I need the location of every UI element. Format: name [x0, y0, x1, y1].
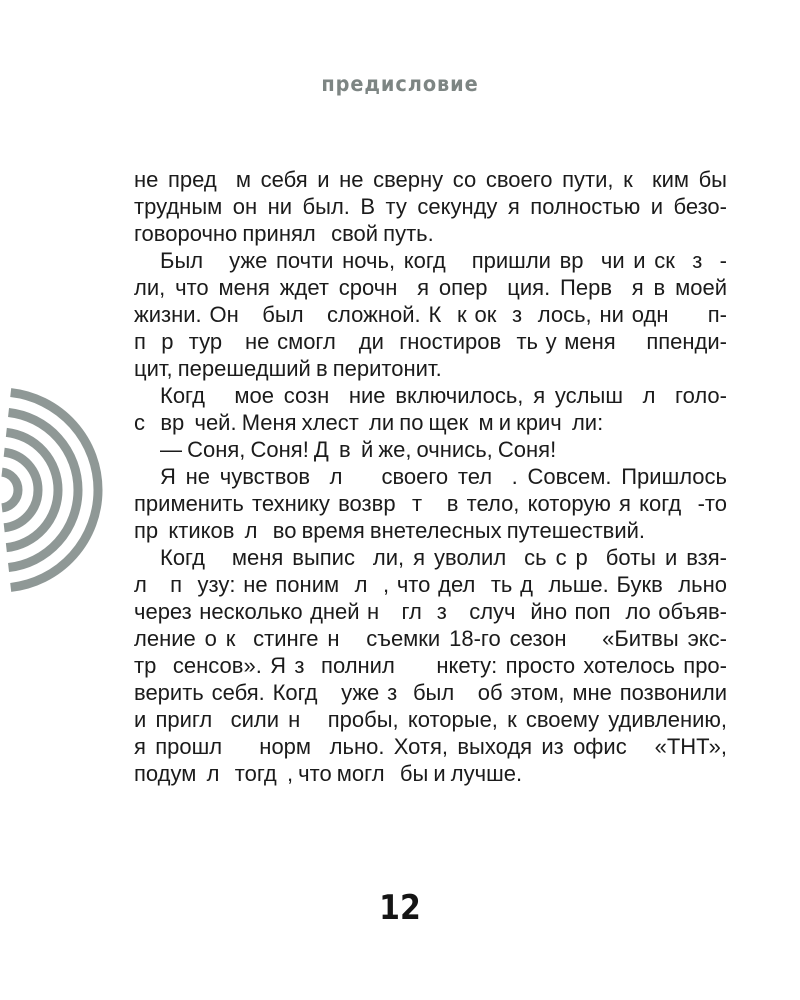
text-line: верить себя. Когд уже з был об этом, мне позвонили — [134, 680, 727, 705]
text-line: Был уже почти ночь, когд пришли вр чи и ск з - — [160, 248, 727, 273]
text-line: не пред м себя и не сверну со своего пути, к ким бы — [134, 167, 727, 192]
text-line: пр ктиков л во время внетелесных путешествий. — [134, 518, 646, 543]
text-line: и пригл сили н пробы, которые, к своему удивлению, — [134, 707, 727, 732]
body-text — [134, 166, 727, 787]
text-line: трудным он ни был. В ту секунду я полностью и безо- — [134, 194, 727, 219]
text-line: ли, что меня ждет срочн я опер ция. Перв я в моей — [134, 275, 727, 300]
text-line: л п узу: не поним л , что дел ть д льше. Букв льно — [134, 572, 727, 597]
text-line: жизни. Он был сложной. К к ок з лось, ни одн п- — [134, 302, 727, 327]
text-line: применить технику возвр т в тело, которую я когд -то — [134, 491, 727, 516]
text-line: п р тур не смогл ди гностиров ть у меня ппенди- — [134, 329, 727, 354]
text-line: с вр чей. Меня хлест ли по щек м и крич ли: — [134, 410, 604, 435]
text-line: Когд мое созн ние включилось, я услыш л голо- — [160, 383, 727, 408]
text-line: через несколько дней н гл з случ йно поп ло объяв- — [134, 599, 727, 624]
running-header: предисловие — [321, 72, 479, 96]
text-line: Когд меня выпис ли, я уволил сь с р боты и взя- — [160, 545, 727, 570]
ornament-arc — [2, 472, 18, 508]
concentric-arcs-icon — [0, 385, 110, 595]
text-line: Я не чувствов л своего тел . Совсем. Пришлось — [160, 464, 727, 489]
text-line: подум л тогд , что могл бы и лучше. — [134, 761, 523, 786]
page-number: 12 — [379, 888, 421, 928]
text-line: говорочно принял свой путь. — [134, 221, 434, 246]
text-line: тр сенсов». Я з полнил нкету: просто хотелось про- — [134, 653, 727, 678]
text-line: — Соня, Соня! Д в й же, очнись, Соня! — [160, 437, 557, 462]
text-line: я прошл норм льно. Хотя, выходя из офис «ТНТ», — [134, 734, 727, 759]
text-line: ление о к стинге н съемки 18-го сезон «Битвы экс- — [134, 626, 727, 651]
text-line: цит, перешедший в перитонит. — [134, 356, 442, 381]
